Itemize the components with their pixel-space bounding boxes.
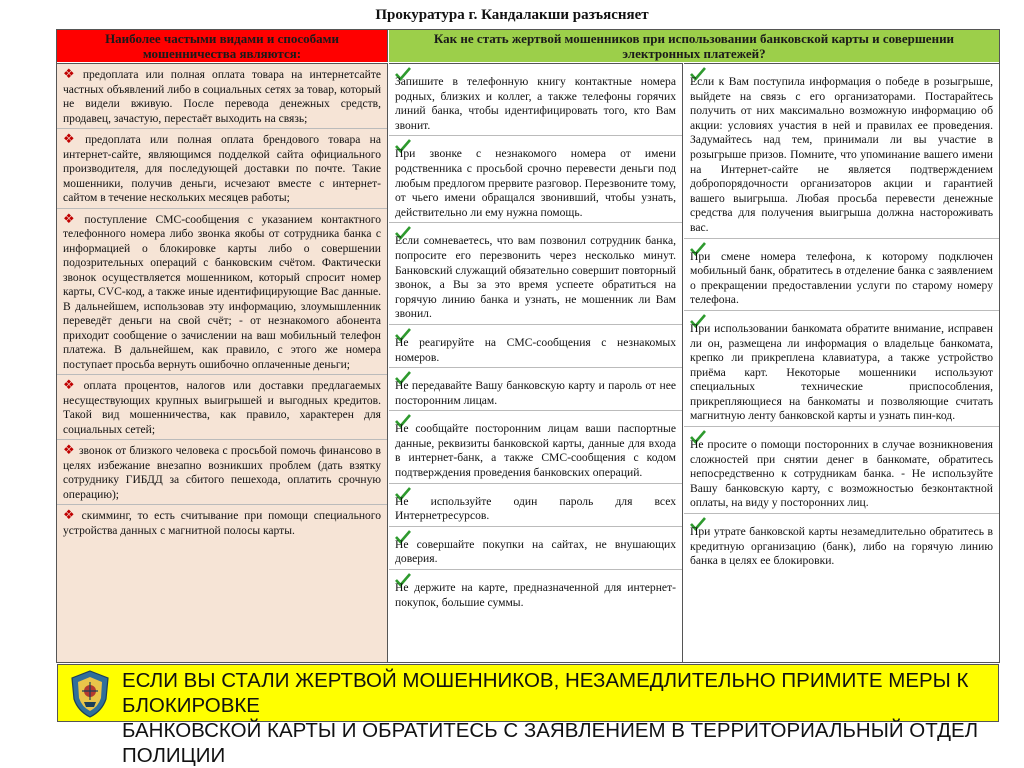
fraud-type-item: ❖ предоплата или полная оплата товара на интернетсайте частных объявлений либо в социальных сетях за товар, который не видели вживую. После перевода денежных средств, продавец, зачастую, перестаёт выходить на связь; [57, 64, 387, 129]
fraud-type-item: ❖ скимминг, то есть считывание при помощи специального устройства данных с магнитной полосы карты. [63, 507, 382, 537]
diamond-bullet-icon: ❖ [63, 131, 82, 146]
advice-item: Не используйте один пароль для всех Интернетресурсов. [389, 484, 682, 527]
advice-item: При использовании банкомата обратите внимание, исправен ли он, размещена ли информация о владельце банкомата, крепко ли прикреплена клавиатура, а также устройство приёма карт. Некоторые мошенники используют специальных технические приспособления, прикрепляющиеся на банкоматы и позволяющие считать магнитную ленту банковской карты и узнать пин-код. [684, 311, 999, 427]
diamond-bullet-icon: ❖ [63, 442, 75, 457]
advice-item: Не передавайте Вашу банковскую карту и пароль от нее посторонним лицам. [389, 368, 682, 411]
advice-item: Не совершайте покупки на сайтах, не внушающих доверия. [389, 527, 682, 570]
fraud-types-column [57, 63, 388, 662]
diamond-bullet-icon: ❖ [63, 377, 80, 392]
fraud-type-item: ❖ оплата процентов, налогов или доставки предлагаемых несуществующих крупных выигрышей и выгодных кредитов. Такой вид мошенничества, как правило, характерен для социальных сетей; [57, 375, 387, 440]
advice-item: Если сомневаетесь, что вам позвонил сотрудник банка, попросите его перезвонить через несколько минут. Банковский служащий обязательно совершит повторный звонок, а Вы за это время успеете обратиться на горячую линию банка и узнать, не мошенник ли Вам звонил. [389, 223, 682, 325]
advice-column-2 [684, 63, 999, 662]
fraud-type-item: ❖ поступление СМС-сообщения с указанием контактного телефонного номера либо звонка якобы от сотрудника банка с информацией о блокировке карты либо о совершении подозрительных операций с банковским счётом. Фактически звонок осуществляется мошенником, который спросит номер карты, CVC-код, а также иные идентифицирующие Вас данные. В дальнейшем, использовав эту информацию, злоумышленник переведёт деньги на свой счёт; - от незнакомого абонента приходит сообщение о зачислении на ваш мобильный телефон платежа. В дальнейшем, как правило, с этого же номера поступает просьба вернуть ошибочно оплаченные деньги; [57, 209, 387, 376]
advice-item: Если к Вам поступила информация о победе в розыгрыше, выйдете на связь с его организаторами. Постарайтесь получить от них максимально возможную информацию об акции: условиях участия в ней и правилах ее проведения. Задумайтесь над тем, принимали ли вы участие в розыгрыше призов. Помните, что упоминание вашего имени на Интернет-сайте не является подтверждением добропорядочности организаторов акции и гарантией вашего выигрыша. Любая просьба перевести денежные средства для получения выигрыша должна настороживать вас. [684, 64, 999, 239]
prosecutor-emblem-icon [68, 669, 112, 719]
advice-item: Запишите в телефонную книгу контактные номера родных, близких и коллег, а также телефоны горячих линий банка, чтобы идентифицировать того, кто Вам звонит. [389, 64, 682, 136]
warning-banner [57, 664, 999, 767]
advice-item: Не сообщайте посторонним лицам ваши паспортные данные, реквизиты банковской карты, данные для входа в интернет-банк, а также СМС-сообщения с кодом подтверждения проведения банковских операций. [389, 411, 682, 483]
banner-line-2: БАНКОВСКОЙ КАРТЫ И ОБРАТИТЕСЬ С ЗАЯВЛЕНИЕМ В ТЕРРИТОРИАЛЬНЫЙ ОТДЕЛ ПОЛИЦИИ [122, 719, 979, 767]
advice-item: При утрате банковской карты незамедлительно обратитесь в кредитную организацию (банк), либо на горячую линию банка в целях ее блокировки. [684, 514, 999, 571]
advice-item: При смене номера телефона, к которому подключен мобильный банк, обратитесь в отделение банка с заявлением о прекращении предоставлении услуги по старому номеру телефона. [684, 239, 999, 311]
left-header: Наиболее частыми видами и способами мошенничества являются: [57, 30, 388, 62]
banner-line-1: ЕСЛИ ВЫ СТАЛИ ЖЕРТВОЙ МОШЕННИКОВ, НЕЗАМЕДЛИТЕЛЬНО ПРИМИТЕ МЕРЫ К БЛОКИРОВКЕ [122, 669, 969, 717]
banner-text [122, 668, 992, 768]
fraud-type-item: ❖ звонок от близкого человека с просьбой помочь финансово в целях избежание внезапно возникших проблем (дать взятку сотруднику ГИБДД за сбитого пешехода, оплатить срочную операцию); [57, 440, 387, 505]
advice-item: Не реагируйте на СМС-сообщения с незнакомых номеров. [389, 325, 682, 368]
diamond-bullet-icon: ❖ [63, 210, 81, 226]
diamond-bullet-icon: ❖ [63, 66, 79, 81]
advice-item: При звонке с незнакомого номера от имени родственника с просьбой срочно перевести деньги под любым предлогом прервите разговор. Перезвоните тому, от чьего имени обращался звонивший, чтобы узнать, действительно ли ему нужна помощь. [389, 136, 682, 223]
diamond-bullet-icon: ❖ [63, 507, 78, 522]
fraud-type-item: ❖ предоплата или полная оплата брендового товара на интернет-сайте, являющимся подделкой сайта официального производителя, для последующей доставки по почте. Такие мошенники, получив деньги, исчезают вместе с интернет-сайтом в течение нескольких месяцев работы; [57, 129, 387, 209]
advice-item: Не держите на карте, предназначенной для интернет- покупок, большие суммы. [389, 570, 682, 612]
advice-item: Не просите о помощи посторонних в случае возникновения сложностей при снятии денег в банкомате, обратитесь непосредственно к сотрудникам банка. - Не используйте Вашу банковскую карту, с возможностью безконтактной оплаты, на виду у посторонних лиц. [684, 427, 999, 514]
right-header: Как не стать жертвой мошенников при использовании банковской карты и совершении электронных платежей? [389, 30, 999, 62]
page-title: Прокуратура г. Кандалакши разъясняет [375, 7, 649, 23]
advice-column-1 [389, 63, 683, 662]
